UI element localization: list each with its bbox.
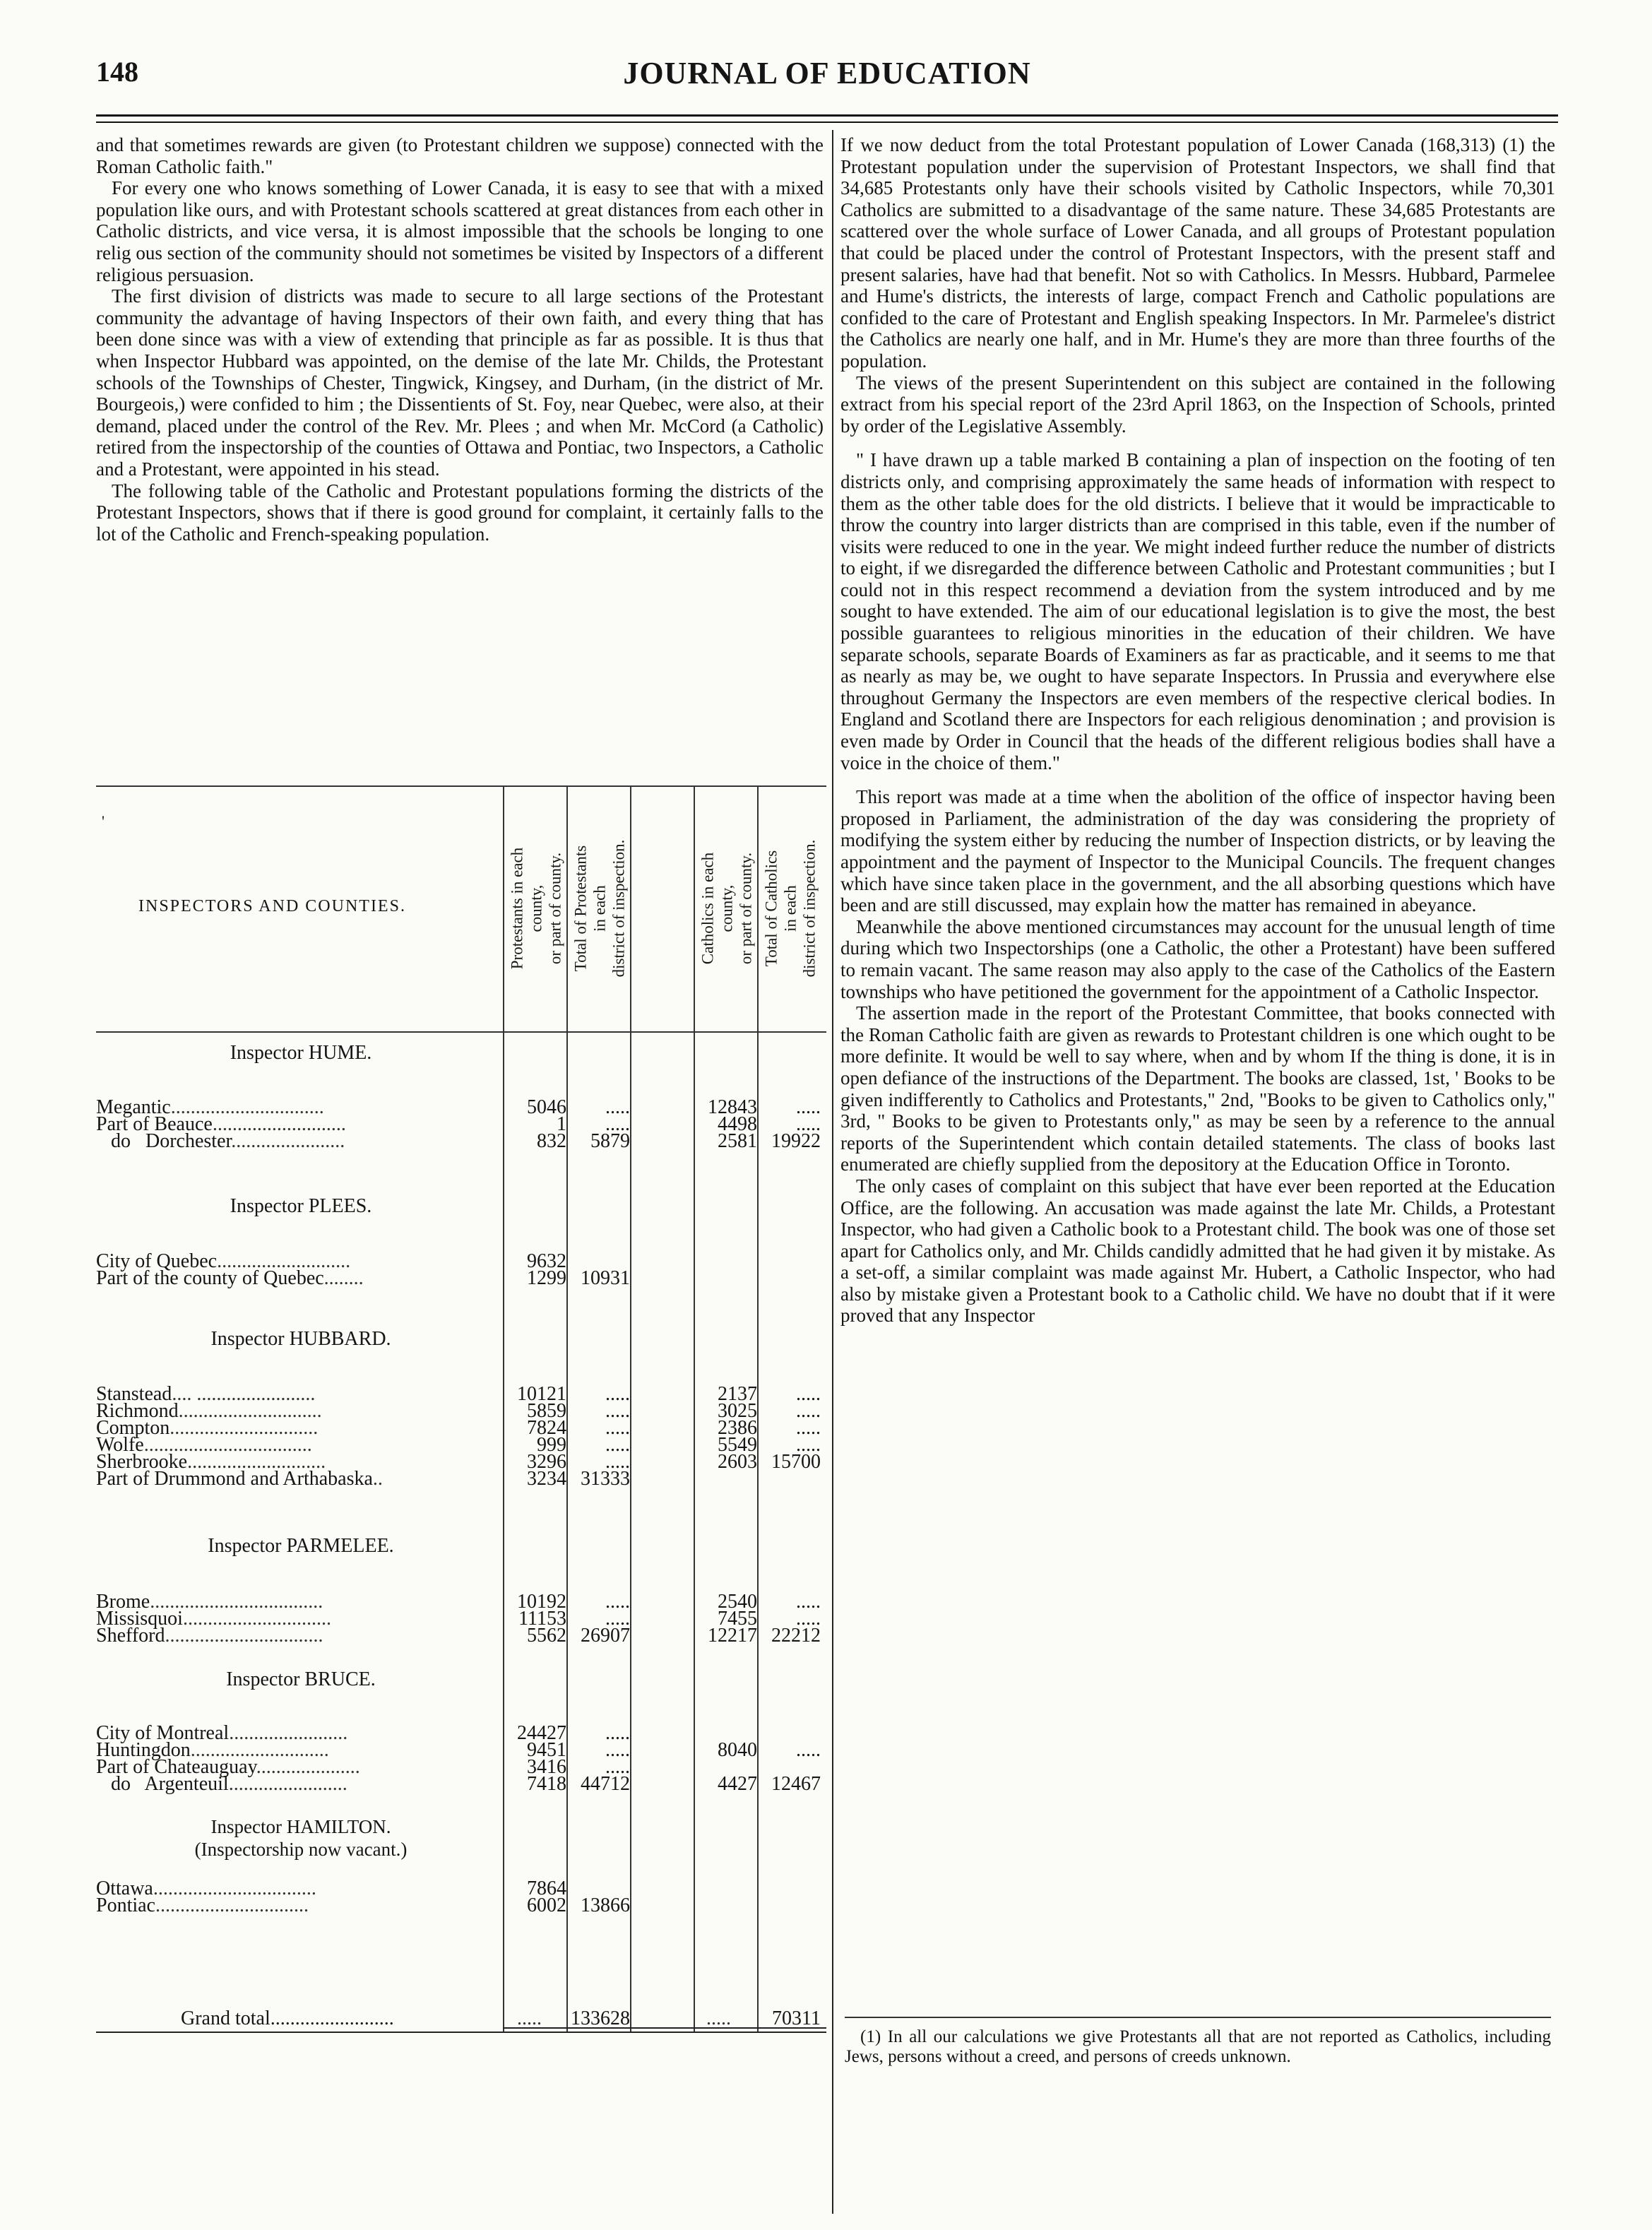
total-protestants-cell: ..... — [605, 1591, 630, 1613]
county-name — [96, 1130, 499, 1153]
total-protestants-cell: ..... — [605, 1756, 630, 1778]
protestants-cell: 832 — [537, 1130, 566, 1152]
paragraph: and that sometimes rewards are given (to Protestant children we suppose) connected with the Roman Catholic faith." — [96, 134, 824, 177]
protestants-cell: 11153 — [518, 1608, 566, 1630]
running-title: JOURNAL OF EDUCATION — [623, 56, 1031, 90]
protestants-cell: 6002 — [527, 1894, 566, 1916]
protestants-cell: 5562 — [527, 1625, 566, 1647]
quotation: " I have drawn up a table marked B containing a plan of inspection on the footing of ten districts only, and comprising approximately the same heads of information with respect to them as the other table does for the old districts. I believe that it would be impracticable to throw the country into larger districts than are comprised in this table, even if the number of visits were reduced to one in the year. We might indeed further reduce the number of districts to eight, if we disregarded the difference between Catholic and Protestant communities ; but I could not in this respect recommend a deviation from the system introduced and by me sought to have extended. The aim of our educational legislation is to give the most, the best possible guarantees to religious minorities in the education of their children. We have separate schools, separate Boards of Examiners as far as practicable, and it seems to me that as nearly as may be, we ought to have separate Inspectors. In Prussia and everywhere else throughout Germany the Inspectors are even members of the respective clerical bodies. In England and Scotland there are Inspectors for each religious denomination ; and provision is even made by Order in Council that the heads of the different religious bodies shall have a voice in the choice of them." — [840, 449, 1555, 773]
leader-dots: ........................... — [217, 1250, 351, 1272]
county-label: Brome — [96, 1591, 150, 1613]
grand-total-label: Grand total......................... — [181, 2007, 394, 2029]
paragraph: This report was made at a time when the abolition of the office of inspector having been proposed in Parliament, the administration of the day was considering the propriety of modifying the system either by reducing the number of Inspection districts, or by leaving the appointment and the payment of Inspector to the Municipal Councils. The frequent changes which have since taken place in the government, and the all absorbing questions which have been and are still discussed, may explain how the matter has remained in abeyance. — [840, 786, 1555, 916]
total-protestants-cell: ..... — [605, 1383, 630, 1405]
total-protestants-cell: 44712 — [581, 1773, 630, 1795]
total-protestants-cell: ..... — [605, 1451, 630, 1473]
table-row — [96, 1267, 826, 1287]
county-label: Part of the county of Quebec — [96, 1267, 324, 1289]
footnote-rule — [845, 2017, 1551, 2018]
total-protestants-cell: ..... — [605, 1096, 630, 1118]
catholics-cell: 2603 — [718, 1451, 757, 1473]
protestants-cell: 5046 — [527, 1096, 566, 1118]
catholics-cell: 4427 — [718, 1773, 757, 1795]
leader-dots: .... ........................ — [172, 1383, 316, 1405]
total-protestants-cell: ..... — [605, 1417, 630, 1439]
total-protestants-cell: ..... — [605, 1434, 630, 1456]
protestants-cell: 9451 — [527, 1739, 566, 1761]
paragraph: Meanwhile the above mentioned circumstances may account for the unusual length of time during which two Inspectorships (one a Catholic, the other a Protestant) have been suffered to remain vacant. The same reason may also apply to the case of the Catholics of the Eastern townships who have petitioned the government for the appointment of a Catholic Inspector. — [840, 915, 1555, 1002]
paragraph: If we now deduct from the total Protestant population of Lower Canada (168,313) (1) the Protestant population under the supervision of Protestant Inspectors, we shall find that 34,685 Protestants only have their schools visited by Catholic Inspectors, while 70,301 Catholics are submitted to a disadvantage of the same nature. These 34,685 Protestants are scattered over the whole surface of Lower Canada, and all groups of Protestant population that could be placed under the control of Protestant Inspectors, with the present staff and present salaries, have had that benefit. Not so with Catholics. In Messrs. Hubbard, Parmelee and Hume's districts, the interests of large, compact French and Catholic populations are confided to the care of Protestant and English speaking Inspectors. In Mr. Parmelee's district the Catholics are nearly one half, and in Mr. Hume's they are more than three fourths of the population. — [840, 134, 1555, 372]
county-label: Part of Chateauguay — [96, 1756, 256, 1778]
catholics-cell: 12843 — [708, 1096, 757, 1118]
protestants-cell: 24427 — [517, 1722, 566, 1744]
total-catholics-cell: ..... — [796, 1113, 821, 1135]
catholics-cell: 2540 — [718, 1591, 757, 1613]
table-mark: ' — [102, 812, 105, 830]
total-catholics-cell: ..... — [796, 1096, 821, 1118]
county-label: Pontiac — [96, 1894, 155, 1916]
leader-dots: ............................ — [187, 1451, 326, 1473]
total-protestants-cell: 13866 — [581, 1894, 630, 1916]
paragraph: The first division of districts was made to secure to all large sections of the Protestant community the advantage of having Inspectors of their own faith, and every thing that has been done since was with a view of extending that principle as far as possible. It is thus that when Inspector Hubbard was appointed, on the demise of the late Mr. Childs, the Protestant schools of the Townships of Chester, Tingwick, Kingsey, and Durham, (in the district of Mr. Bourgeois,) were confided to him ; the Dissentients of St. Foy, near Quebec, were also, at their demand, placed under the control of the Rev. Mr. Plees ; and when Mr. McCord (a Catholic) retired from the inspectorship of the counties of Ottawa and Pontiac, two Inspectors, a Catholic and a Protestant, were appointed in his stead. — [96, 285, 824, 480]
catholics-cell: 2137 — [718, 1383, 757, 1405]
leader-dots: ............................... — [170, 1096, 324, 1118]
paragraph: The following table of the Catholic and Protestant populations forming the districts of the Protestant Inspectors, shows that if there is good ground for complaint, it certainly falls to the lot of the Catholic and French-speaking population. — [96, 480, 824, 545]
table-row — [96, 1130, 826, 1150]
section-title: Inspector HUME. — [230, 1042, 372, 1064]
leader-dots: ........................ — [229, 1722, 348, 1744]
leader-dots: ................................ — [165, 1625, 323, 1647]
county-label: City of Montreal — [96, 1722, 230, 1744]
column-header: Catholics in each county, or part of county. — [699, 852, 755, 965]
catholics-cell: 7455 — [718, 1608, 757, 1630]
leader-dots: ............................ — [190, 1739, 329, 1761]
grand-total-catholics: 70311 — [772, 2007, 821, 2029]
total-catholics-cell: ..... — [796, 1383, 821, 1405]
section-title: Inspector BRUCE. — [226, 1668, 376, 1690]
total-catholics-cell: ..... — [796, 1400, 821, 1422]
protestants-cell: 7864 — [527, 1878, 566, 1899]
total-protestants-cell: ..... — [605, 1739, 630, 1761]
leader-dots: ................................... — [150, 1591, 323, 1613]
section-title: Inspector PLEES. — [230, 1195, 372, 1217]
paragraph: For every one who knows something of Lower Canada, it is easy to see that with a mixed population like ours, and with Protestant schools scattered at great distances from each other in Catholic districts, and vice versa, it is almost impossible that the schools be longing to one relig ous section of the community should not sometimes be visited by Inspectors of a different religious persuasion. — [96, 177, 824, 285]
total-protestants-cell: 5879 — [590, 1130, 630, 1152]
county-label: Wolfe — [96, 1434, 144, 1456]
catholics-cell: 3025 — [718, 1400, 757, 1422]
leader-dots: ........................... — [212, 1113, 346, 1135]
total-catholics-cell: ..... — [796, 1434, 821, 1456]
leader-dots: ........ — [323, 1267, 364, 1289]
total-protestants-cell: 10931 — [581, 1267, 630, 1289]
county-label: Part of Drummond and Arthabaska — [96, 1468, 373, 1490]
county-name — [96, 1773, 499, 1796]
total-protestants-cell: ..... — [605, 1113, 630, 1135]
protestants-cell: 999 — [537, 1434, 566, 1456]
catholics-cell: 12217 — [708, 1625, 757, 1647]
protestants-cell: 9632 — [527, 1250, 566, 1272]
section-title: Inspector HUBBARD. — [210, 1328, 391, 1350]
grand-total-dots: ..... — [706, 2007, 731, 2029]
county-label: do Dorchester — [96, 1130, 232, 1152]
paragraph: The assertion made in the report of the Protestant Committee, that books connected with the Roman Catholic faith are given as rewards to Protestant children is one which ought to be more definite. It would be well to say where, when and by whom If the thing is done, it is in open defiance of the instructions of the Department. The books are classed, 1st, ' Books to be given indifferently to Catholics and Protestants," 2nd, "Books to be given to Catholics only," 3rd, " Books to be given to Protestants only," as may be seen by a reference to the annual reports of the Superintendent which contain detailed statements. The class of books last enumerated are chiefly supplied from the depository at the Education Office in Toronto. — [840, 1002, 1555, 1175]
county-label: do Argenteuil — [96, 1773, 229, 1795]
table-rule — [96, 2032, 826, 2033]
column-divider — [832, 130, 833, 2214]
leader-dots: ............................. — [178, 1400, 322, 1422]
section-title: Inspector PARMELEE. — [208, 1535, 394, 1557]
table-row — [96, 1625, 826, 1647]
county-label: Huntingdon — [96, 1739, 191, 1761]
county-name — [96, 1468, 499, 1490]
leader-dots: .. — [372, 1468, 383, 1490]
county-name — [96, 1894, 499, 1917]
protestants-cell: 1299 — [527, 1267, 566, 1289]
total-protestants-cell: 26907 — [581, 1625, 630, 1647]
table-row — [96, 1894, 826, 1914]
protestants-cell: 10121 — [517, 1383, 566, 1405]
protestants-cell: 5859 — [527, 1400, 566, 1422]
leader-dots: ........................ — [228, 1773, 347, 1795]
column-header: Protestants in each county, or part of county. — [508, 847, 564, 970]
paragraph: The views of the present Superintendent on this subject are contained in the following extract from his special report of the 23rd April 1863, on the Inspection of Schools, printed by order of the Legislative Assembly. — [840, 372, 1555, 437]
total-catholics-cell: ..... — [796, 1591, 821, 1613]
county-label: Missisquoi — [96, 1608, 183, 1630]
leader-dots: .............................. — [182, 1608, 331, 1630]
protestants-cell: 7418 — [527, 1773, 566, 1795]
leader-dots: ..................... — [256, 1756, 360, 1778]
protestants-cell: 10192 — [517, 1591, 566, 1613]
leader-dots: ............................... — [155, 1894, 309, 1916]
county-label: Ottawa — [96, 1878, 153, 1899]
catholics-cell: 4498 — [718, 1113, 757, 1135]
total-catholics-cell: 15700 — [771, 1451, 821, 1473]
table-row — [96, 1773, 826, 1793]
county-label: Part of Beauce — [96, 1113, 213, 1135]
grand-total-protestants: 133628 — [571, 2007, 630, 2029]
total-catholics-cell: 22212 — [771, 1625, 821, 1647]
column-header: Total of Catholics in each district of inspection. — [762, 839, 819, 978]
county-label: Megantic — [96, 1096, 171, 1118]
county-label: Sherbrooke — [96, 1451, 188, 1473]
county-label: City of Quebec — [96, 1250, 218, 1272]
catholics-cell: 5549 — [718, 1434, 757, 1456]
leader-dots: .................................. — [143, 1434, 312, 1456]
right-column — [840, 134, 1555, 1327]
population-table — [96, 763, 826, 2041]
leader-dots: ................................. — [153, 1878, 316, 1899]
protestants-cell: 1 — [557, 1113, 566, 1135]
catholics-cell: 8040 — [718, 1739, 757, 1761]
county-label: Shefford — [96, 1625, 165, 1647]
grand-total-dots: ..... — [517, 2007, 542, 2029]
protestants-cell: 7824 — [527, 1417, 566, 1439]
total-protestants-cell: ..... — [605, 1400, 630, 1422]
left-column — [96, 134, 824, 545]
leader-dots: ....................... — [231, 1130, 345, 1152]
total-catholics-cell: ..... — [796, 1739, 821, 1761]
column-header: Total of Protestants in each district of inspection. — [571, 839, 628, 978]
total-protestants-cell: ..... — [605, 1608, 630, 1630]
page-number: 148 — [96, 56, 138, 88]
footnote-text: (1) In all our calculations we give Protestants all that are not reported as Catholics, including Jews, persons without a creed, and persons of creeds unknown. — [845, 2027, 1551, 2066]
total-catholics-cell: 19922 — [771, 1130, 821, 1152]
county-name — [96, 1625, 499, 1647]
protestants-cell: 3416 — [527, 1756, 566, 1778]
total-catholics-cell: ..... — [796, 1417, 821, 1439]
catholics-cell: 2386 — [718, 1417, 757, 1439]
table-row — [96, 1468, 826, 1488]
footnote — [845, 2027, 1551, 2067]
catholics-cell: 2581 — [718, 1130, 757, 1152]
total-protestants-cell: ..... — [605, 1722, 630, 1744]
county-label: Compton — [96, 1417, 170, 1439]
protestants-cell: 3234 — [527, 1468, 566, 1490]
table-header-label: INSPECTORS AND COUNTIES. — [138, 897, 406, 915]
page-header — [96, 55, 1558, 97]
total-catholics-cell: 12467 — [771, 1773, 821, 1795]
protestants-cell: 3296 — [527, 1451, 566, 1473]
paragraph: The only cases of complaint on this subject that have ever been reported at the Education Office, are the following. An accusation was made against the late Mr. Childs, a Protestant Inspector, who had given a Catholic book to a Protestant child. The book was one of those set apart for Catholics only, and Mr. Childs candidly admitted that he had given it by mistake. As a set-off, a similar complaint was made against Mr. Hubert, a Catholic Inspector, who had also by mistake given a Protestant book to a Catholic child. We have no doubt that if it were proved that any Inspector — [840, 1175, 1555, 1327]
total-catholics-cell: ..... — [796, 1608, 821, 1630]
county-label: Richmond — [96, 1400, 179, 1422]
header-rule — [96, 114, 1558, 117]
leader-dots: .............................. — [170, 1417, 319, 1439]
total-protestants-cell: 31333 — [581, 1468, 630, 1490]
header-rule-thin — [96, 121, 1558, 123]
county-name — [96, 1267, 499, 1290]
table-rule — [96, 1031, 826, 1033]
county-label: Stanstead — [96, 1383, 172, 1405]
section-title: Inspector HAMILTON. (Inspectorship now vacant.) — [194, 1816, 408, 1860]
table-rule — [96, 785, 826, 787]
